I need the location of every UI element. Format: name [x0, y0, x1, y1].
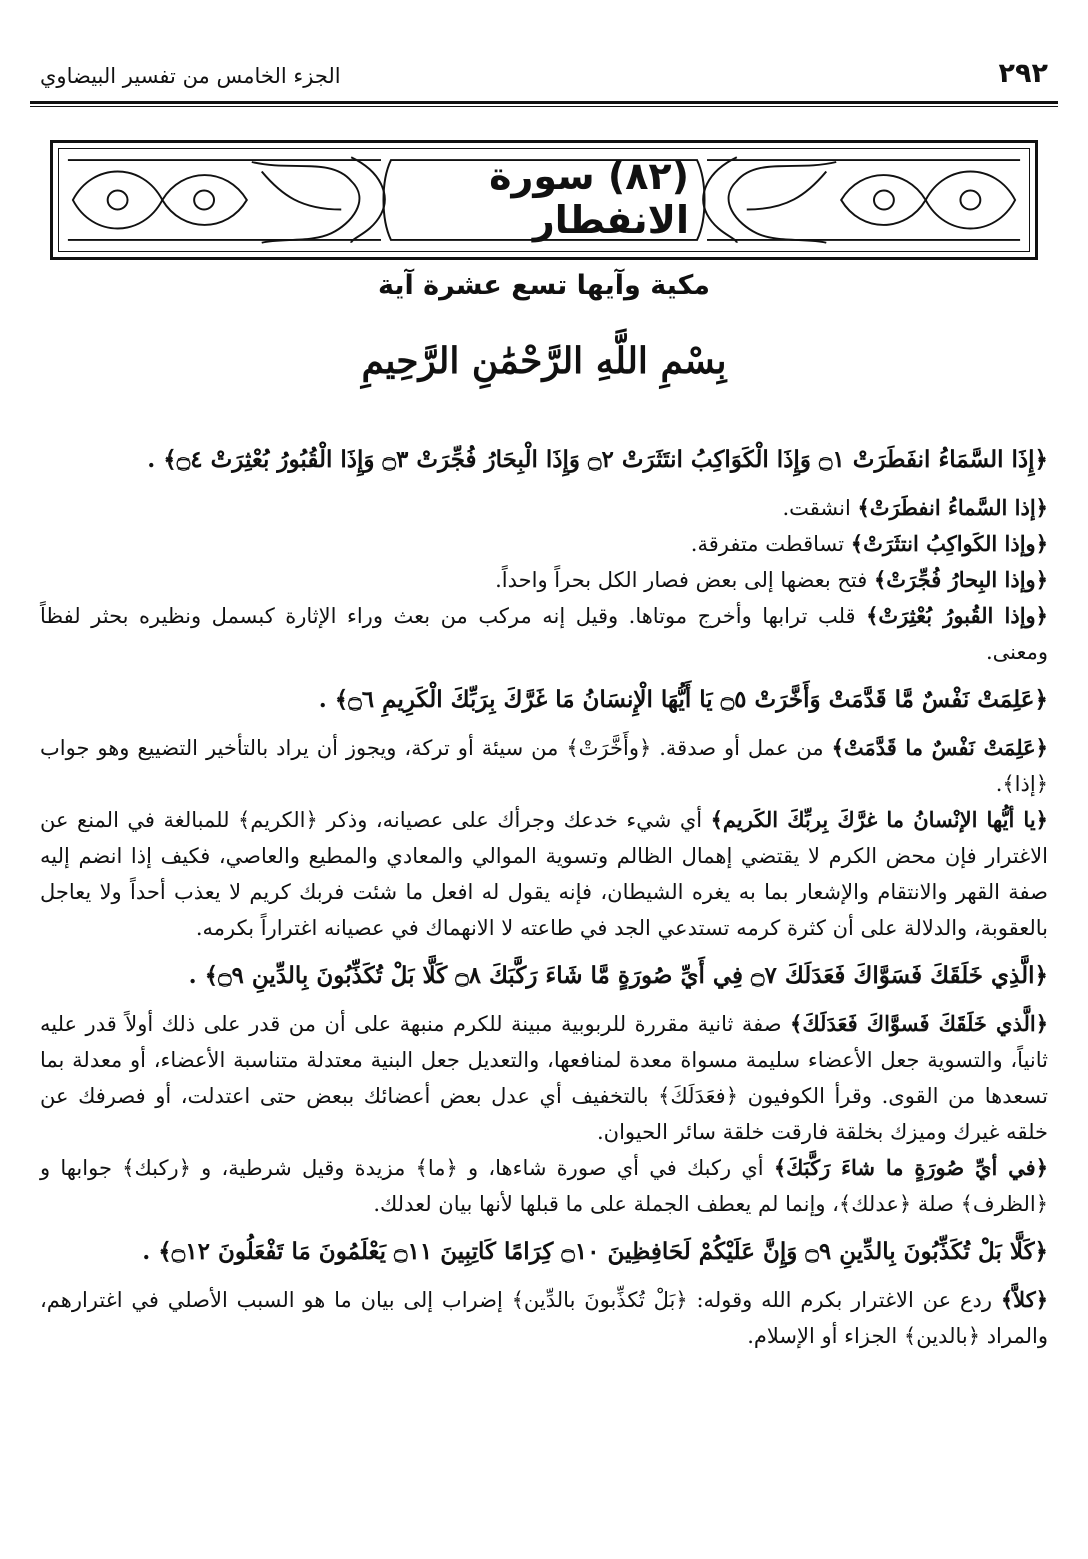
commentary-text: قلب ترابها وأخرج موتاها. وقيل إنه مركب من بعث وراء الإثارة كبسمل ونظيره بحثر لفظاً ومعنى.	[40, 604, 1048, 664]
commentary-text: تساقطت متفرقة.	[690, 532, 851, 556]
commentary-paragraph	[40, 1282, 1048, 1354]
quoted-verse: ﴿يا أيُّها الإنْسانُ ما غرَّكَ بِربِّكَ الكَريم﴾	[710, 807, 1048, 832]
commentary-paragraph	[40, 562, 1048, 598]
commentary-text: من عمل أو صدقة. ﴿وأَخَّرَتْ﴾ من سيئة أو تركة، ويجوز أن يراد بالتأخير التضييع وهو جواب ﴿إذا﴾.	[40, 736, 1048, 796]
basmala: بِسْمِ اللَّهِ الرَّحْمَٰنِ الرَّحِيمِ	[361, 340, 727, 382]
commentary-text: أي ركبك في أي صورة شاءها، و ﴿ما﴾ مزيدة وقيل شرطية، و ﴿ركبك﴾ جوابها و ﴿الظرف﴾ صلة ﴿عدلك﴾، وإنما لم يعطف الجملة على ما قبلها لأنها بيان لعدلك.	[40, 1156, 1048, 1216]
commentary-text: فتح بعضها إلى بعض فصار الكل بحراً واحداً.	[495, 568, 874, 592]
quoted-verse: ﴿الَّذي خَلَقَكَ فَسوَّاكَ فَعَدَلَكَ﴾	[790, 1011, 1049, 1036]
quoted-verse: ﴿في أيِّ صُورَةٍ ما شاءَ رَكَّبَكَ﴾	[773, 1155, 1048, 1180]
page-number: ٢٩٢	[998, 58, 1048, 89]
commentary-text: انشقت.	[782, 496, 858, 520]
quoted-verse: ﴿كلاَّ﴾	[1000, 1287, 1048, 1312]
commentary-paragraph	[40, 526, 1048, 562]
quoted-verse: ﴿إذا السَّماءُ انفطَرَتْ﴾	[857, 495, 1048, 520]
header-rule	[30, 101, 1058, 107]
running-title: الجزء الخامس من تفسير البيضاوي	[40, 64, 341, 88]
quoted-verse: ﴿وإذا القُبورُ بُعْثِرَتْ﴾	[866, 603, 1048, 628]
running-header	[30, 52, 1058, 102]
quoted-verse: ﴿وإذا البِحارُ فُجِّرَتْ﴾	[873, 567, 1048, 592]
quran-verse: ﴿كَلَّا بَلْ تُكَذِّبُونَ بِالدِّينِ ۝٩ وَإِنَّ عَلَيْكُمْ لَحَافِظِينَ ۝١٠ كِرَامًا كَاتِبِينَ ۝١١ يَعْلَمُونَ مَا تَفْعَلُونَ ۝١٢﴾ .	[142, 1238, 1048, 1265]
quran-verse: ﴿عَلِمَتْ نَفْسٌ مَّا قَدَّمَتْ وَأَخَّرَتْ ۝٥ يَا أَيُّهَا الْإِنسَانُ مَا غَرَّكَ بِرَبِّكَ الْكَرِيمِ ۝٦﴾ .	[318, 686, 1048, 713]
commentary-text: صفة ثانية مقررة للربوبية مبينة للكرم منبهة على أن من قدر على ذلك أولاً قدر عليه ثانياً، والتسوية جعل الأعضاء سليمة مسواة معدة لمنافعها، والتعديل جعل البنية معتدلة متناسبة الأعضاء، أو معدلة بما تسعدها من القوى. وقرأ الكوفيون ﴿فعَدَلَكَ﴾ بالتخفيف أي عدل بعض أعضائك ببعض حتى اعتدلت، أو فصرفك عن خلقه غيرك وميزك بخلقة فارقت خلقة سائر الحيوان.	[40, 1012, 1048, 1144]
quran-verse: ﴿الَّذِي خَلَقَكَ فَسَوَّاكَ فَعَدَلَكَ ۝٧ فِي أَيِّ صُورَةٍ مَّا شَاءَ رَكَّبَكَ ۝٨ كَلَّا بَلْ تُكَذِّبُونَ بِالدِّينِ ۝٩﴾ .	[188, 962, 1048, 989]
commentary-paragraph	[40, 598, 1048, 670]
quoted-verse: ﴿وإذا الكَواكِبُ انتثَرَتْ﴾	[850, 531, 1048, 556]
commentary-paragraph	[40, 802, 1048, 946]
commentary-body	[40, 430, 1048, 1354]
commentary-paragraph	[40, 1150, 1048, 1222]
commentary-text: أي شيء خدعك وجرأك على عصيانه، وذكر ﴿الكريم﴾ للمبالغة في المنع عن الاغترار فإن محض الكرم لا يقتضي إهمال الظالم وتسوية الموالي والمعادي والمطيع والعاصي، فكيف إذا انضم إليه صفة القهر والانتقام والإشعار بما به يغره الشيطان، فإنه يقول له افعل ما شئت فربك كريم لا يعذب أحداً ولا يعاجل بالعقوبة، والدلالة على أن كثرة كرمه تستدعي الجد في طاعته لا الانهماك في عصيانه اغتراراً بكرمه.	[40, 808, 1048, 940]
surah-banner	[50, 140, 1038, 260]
quoted-verse: ﴿عَلِمَتْ نَفْسٌ ما قَدَّمَتْ﴾	[831, 735, 1048, 760]
commentary-paragraph	[40, 730, 1048, 802]
surah-subtitle: مكية وآيها تسع عشرة آية	[377, 270, 711, 301]
commentary-text: ردع عن الاغترار بكرم الله وقوله: ﴿بَلْ تُكذِّبونَ بالدِّين﴾ إضراب إلى بيان ما هو السبب الأصلي في اغترارهم، والمراد ﴿بالدين﴾ الجزاء أو الإسلام.	[40, 1288, 1048, 1348]
quran-verse: ﴿إِذَا السَّمَاءُ انفَطَرَتْ ۝١ وَإِذَا الْكَوَاكِبُ انتَثَرَتْ ۝٢ وَإِذَا الْبِحَارُ فُجِّرَتْ ۝٣ وَإِذَا الْقُبُورُ بُعْثِرَتْ ۝٤﴾ .	[147, 446, 1048, 473]
commentary-paragraph	[40, 1006, 1048, 1150]
commentary-paragraph	[40, 490, 1048, 526]
surah-title: (٨٢) سورة الانفطار	[399, 163, 689, 233]
